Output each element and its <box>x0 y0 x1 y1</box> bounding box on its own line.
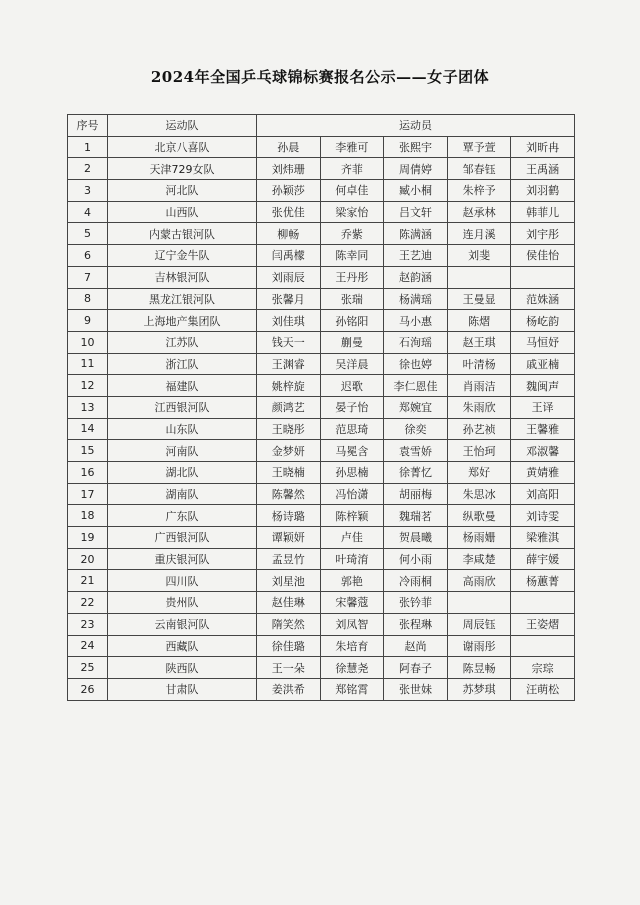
player-name: 梁雅淇 <box>511 527 575 549</box>
table-row <box>68 245 575 267</box>
player-name: 宗琮 <box>511 657 575 679</box>
team-name: 上海地产集团队 <box>108 310 257 332</box>
table-row <box>68 527 575 549</box>
player-name: 陈昱畅 <box>447 657 511 679</box>
player-name: 王渊睿 <box>257 353 321 375</box>
player-name: 刘昕冉 <box>511 136 575 158</box>
player-name: 张世妹 <box>384 678 448 700</box>
row-number: 5 <box>68 223 108 245</box>
player-name: 杨满瑶 <box>384 288 448 310</box>
player-name: 王馨雅 <box>511 418 575 440</box>
table-row <box>68 353 575 375</box>
player-name: 冯怡潇 <box>320 483 384 505</box>
player-name: 黄婧雅 <box>511 462 575 484</box>
table-row <box>68 331 575 353</box>
player-name: 刘炜珊 <box>257 158 321 180</box>
table-row <box>68 657 575 679</box>
player-name: 朱培育 <box>320 635 384 657</box>
player-name: 谭颖妍 <box>257 527 321 549</box>
table-row <box>68 180 575 202</box>
team-name: 西藏队 <box>108 635 257 657</box>
document-title: 2024年全国乒乓球锦标赛报名公示——女子团体 <box>150 68 490 86</box>
player-name: 韩菲儿 <box>511 201 575 223</box>
player-name: 吕文轩 <box>384 201 448 223</box>
team-name: 云南银河队 <box>108 613 257 635</box>
row-number: 6 <box>68 245 108 267</box>
player-name: 冷雨桐 <box>384 570 448 592</box>
player-name: 胡丽梅 <box>384 483 448 505</box>
table-row <box>68 440 575 462</box>
player-name: 王艺迪 <box>384 245 448 267</box>
row-number: 13 <box>68 396 108 418</box>
table-row <box>68 548 575 570</box>
team-name: 广东队 <box>108 505 257 527</box>
team-name: 广西银河队 <box>108 527 257 549</box>
row-number: 4 <box>68 201 108 223</box>
player-name: 刘羽鹤 <box>511 180 575 202</box>
player-name: 赵佳琳 <box>257 592 321 614</box>
row-number: 20 <box>68 548 108 570</box>
player-name: 陈梓颖 <box>320 505 384 527</box>
player-name: 刘诗雯 <box>511 505 575 527</box>
table-row <box>68 396 575 418</box>
team-name: 浙江队 <box>108 353 257 375</box>
player-name: 徐佳璐 <box>257 635 321 657</box>
player-name: 李雅可 <box>320 136 384 158</box>
table-row <box>68 570 575 592</box>
player-name: 臧小桐 <box>384 180 448 202</box>
team-name: 江苏队 <box>108 331 257 353</box>
player-name: 王晓楠 <box>257 462 321 484</box>
player-name: 王晓彤 <box>257 418 321 440</box>
player-name: 魏瑞茗 <box>384 505 448 527</box>
table-row <box>68 136 575 158</box>
player-name: 刘斐 <box>447 245 511 267</box>
player-name: 蒯曼 <box>320 331 384 353</box>
player-name: 王怡珂 <box>447 440 511 462</box>
player-name: 薛宇媛 <box>511 548 575 570</box>
team-name: 湖北队 <box>108 462 257 484</box>
player-name: 张钤菲 <box>384 592 448 614</box>
player-name: 连月溪 <box>447 223 511 245</box>
player-name: 郑铭霄 <box>320 678 384 700</box>
player-name: 叶琦淯 <box>320 548 384 570</box>
row-number: 18 <box>68 505 108 527</box>
player-name: 汪萌松 <box>511 678 575 700</box>
player-name: 谢雨彤 <box>447 635 511 657</box>
player-name: 张熙宇 <box>384 136 448 158</box>
row-number: 9 <box>68 310 108 332</box>
player-name: 李咸楚 <box>447 548 511 570</box>
player-name: 赵尚 <box>384 635 448 657</box>
player-name: 何小雨 <box>384 548 448 570</box>
player-name: 刘星池 <box>257 570 321 592</box>
table-row <box>68 375 575 397</box>
player-name: 刘宇彤 <box>511 223 575 245</box>
player-name: 孙铭阳 <box>320 310 384 332</box>
player-name: 孟昱竹 <box>257 548 321 570</box>
player-name: 王译 <box>511 396 575 418</box>
team-name: 天津729女队 <box>108 158 257 180</box>
player-name: 戚亚楠 <box>511 353 575 375</box>
player-name: 刘凤智 <box>320 613 384 635</box>
table-row <box>68 505 575 527</box>
player-name: 姜洪希 <box>257 678 321 700</box>
player-name: 柳畅 <box>257 223 321 245</box>
table-row <box>68 223 575 245</box>
team-name: 甘肃队 <box>108 678 257 700</box>
player-name: 闫禹檬 <box>257 245 321 267</box>
row-number: 15 <box>68 440 108 462</box>
player-name: 朱梓予 <box>447 180 511 202</box>
player-name: 隋笑然 <box>257 613 321 635</box>
player-name: 孙晨 <box>257 136 321 158</box>
team-name: 福建队 <box>108 375 257 397</box>
row-number: 1 <box>68 136 108 158</box>
team-name: 湖南队 <box>108 483 257 505</box>
player-name: 刘雨辰 <box>257 266 321 288</box>
player-name: 邓淑馨 <box>511 440 575 462</box>
row-number: 7 <box>68 266 108 288</box>
table-row <box>68 635 575 657</box>
player-name: 徐奕 <box>384 418 448 440</box>
team-name: 江西银河队 <box>108 396 257 418</box>
player-name: 马冕含 <box>320 440 384 462</box>
player-name: 王曼显 <box>447 288 511 310</box>
player-name: 金梦妍 <box>257 440 321 462</box>
player-name: 魏闽声 <box>511 375 575 397</box>
team-name: 陕西队 <box>108 657 257 679</box>
player-name: 卢佳 <box>320 527 384 549</box>
player-name <box>447 592 511 614</box>
player-name: 郑好 <box>447 462 511 484</box>
row-number: 2 <box>68 158 108 180</box>
player-name: 范姝涵 <box>511 288 575 310</box>
player-name: 覃予萱 <box>447 136 511 158</box>
table-row <box>68 310 575 332</box>
player-name <box>511 635 575 657</box>
player-name: 孙颖莎 <box>257 180 321 202</box>
header-number: 序号 <box>68 115 108 137</box>
player-name: 阿春子 <box>384 657 448 679</box>
player-name: 侯佳怡 <box>511 245 575 267</box>
table-row <box>68 418 575 440</box>
row-number: 17 <box>68 483 108 505</box>
player-name: 刘佳琪 <box>257 310 321 332</box>
player-name: 叶清杨 <box>447 353 511 375</box>
player-name: 陈馨然 <box>257 483 321 505</box>
row-number: 3 <box>68 180 108 202</box>
player-name: 王一朵 <box>257 657 321 679</box>
player-name <box>511 266 575 288</box>
player-name: 颜鸿艺 <box>257 396 321 418</box>
team-name: 山东队 <box>108 418 257 440</box>
table-row <box>68 678 575 700</box>
row-number: 25 <box>68 657 108 679</box>
player-name: 晏子怡 <box>320 396 384 418</box>
player-name: 陈熠 <box>447 310 511 332</box>
player-name: 周倩婷 <box>384 158 448 180</box>
player-name: 姚梓旋 <box>257 375 321 397</box>
table-row <box>68 483 575 505</box>
player-name: 郭艳 <box>320 570 384 592</box>
team-name: 内蒙古银河队 <box>108 223 257 245</box>
player-name: 吴洋晨 <box>320 353 384 375</box>
player-name: 梁家怡 <box>320 201 384 223</box>
player-name: 朱雨欣 <box>447 396 511 418</box>
player-name: 王丹彤 <box>320 266 384 288</box>
player-name: 袁雪娇 <box>384 440 448 462</box>
team-name: 吉林银河队 <box>108 266 257 288</box>
row-number: 24 <box>68 635 108 657</box>
player-name: 朱思冰 <box>447 483 511 505</box>
player-name: 张程琳 <box>384 613 448 635</box>
registration-table <box>67 114 575 701</box>
row-number: 11 <box>68 353 108 375</box>
team-name: 北京八喜队 <box>108 136 257 158</box>
player-name: 张瑞 <box>320 288 384 310</box>
team-name: 重庆银河队 <box>108 548 257 570</box>
player-name: 赵韵涵 <box>384 266 448 288</box>
row-number: 8 <box>68 288 108 310</box>
player-name: 杨雨姗 <box>447 527 511 549</box>
player-name: 刘高阳 <box>511 483 575 505</box>
player-name: 孙思楠 <box>320 462 384 484</box>
player-name: 贺晨曦 <box>384 527 448 549</box>
row-number: 10 <box>68 331 108 353</box>
player-name: 赵承林 <box>447 201 511 223</box>
row-number: 12 <box>68 375 108 397</box>
player-name: 肖雨洁 <box>447 375 511 397</box>
table-row <box>68 592 575 614</box>
player-name <box>511 592 575 614</box>
row-number: 16 <box>68 462 108 484</box>
player-name <box>447 266 511 288</box>
team-name: 黑龙江银河队 <box>108 288 257 310</box>
player-name: 徐慧尧 <box>320 657 384 679</box>
player-name: 邹春钰 <box>447 158 511 180</box>
table-header-row <box>68 115 575 137</box>
team-name: 四川队 <box>108 570 257 592</box>
player-name: 赵王琪 <box>447 331 511 353</box>
table-row <box>68 288 575 310</box>
player-name: 马恒妤 <box>511 331 575 353</box>
table-row <box>68 201 575 223</box>
player-name: 马小惠 <box>384 310 448 332</box>
player-name: 范思琦 <box>320 418 384 440</box>
row-number: 26 <box>68 678 108 700</box>
player-name: 杨屹韵 <box>511 310 575 332</box>
player-name: 何卓佳 <box>320 180 384 202</box>
player-name: 李仁恩佳 <box>384 375 448 397</box>
player-name: 迟歌 <box>320 375 384 397</box>
player-name: 齐菲 <box>320 158 384 180</box>
header-players: 运动员 <box>257 115 575 137</box>
player-name: 苏梦琪 <box>447 678 511 700</box>
player-name: 郑婉宜 <box>384 396 448 418</box>
row-number: 22 <box>68 592 108 614</box>
player-name: 宋馨蔻 <box>320 592 384 614</box>
header-team: 运动队 <box>108 115 257 137</box>
player-name: 钱天一 <box>257 331 321 353</box>
player-name: 徐菁忆 <box>384 462 448 484</box>
player-name: 陈满涵 <box>384 223 448 245</box>
team-name: 河北队 <box>108 180 257 202</box>
team-name: 山西队 <box>108 201 257 223</box>
player-name: 王禹涵 <box>511 158 575 180</box>
player-name: 乔紫 <box>320 223 384 245</box>
player-name: 王姿熠 <box>511 613 575 635</box>
table-body <box>68 136 575 700</box>
row-number: 21 <box>68 570 108 592</box>
row-number: 23 <box>68 613 108 635</box>
player-name: 徐也婷 <box>384 353 448 375</box>
player-name: 张优佳 <box>257 201 321 223</box>
team-name: 贵州队 <box>108 592 257 614</box>
player-name: 周辰钰 <box>447 613 511 635</box>
player-name: 杨蕙菁 <box>511 570 575 592</box>
table-row <box>68 158 575 180</box>
player-name: 陈幸同 <box>320 245 384 267</box>
row-number: 14 <box>68 418 108 440</box>
player-name: 杨诗璐 <box>257 505 321 527</box>
table-row <box>68 266 575 288</box>
table-row <box>68 613 575 635</box>
team-name: 辽宁金牛队 <box>108 245 257 267</box>
player-name: 孙艺祯 <box>447 418 511 440</box>
player-name: 纵歌曼 <box>447 505 511 527</box>
player-name: 张馨月 <box>257 288 321 310</box>
player-name: 高雨欣 <box>447 570 511 592</box>
row-number: 19 <box>68 527 108 549</box>
table-row <box>68 462 575 484</box>
player-name: 石洵瑶 <box>384 331 448 353</box>
team-name: 河南队 <box>108 440 257 462</box>
